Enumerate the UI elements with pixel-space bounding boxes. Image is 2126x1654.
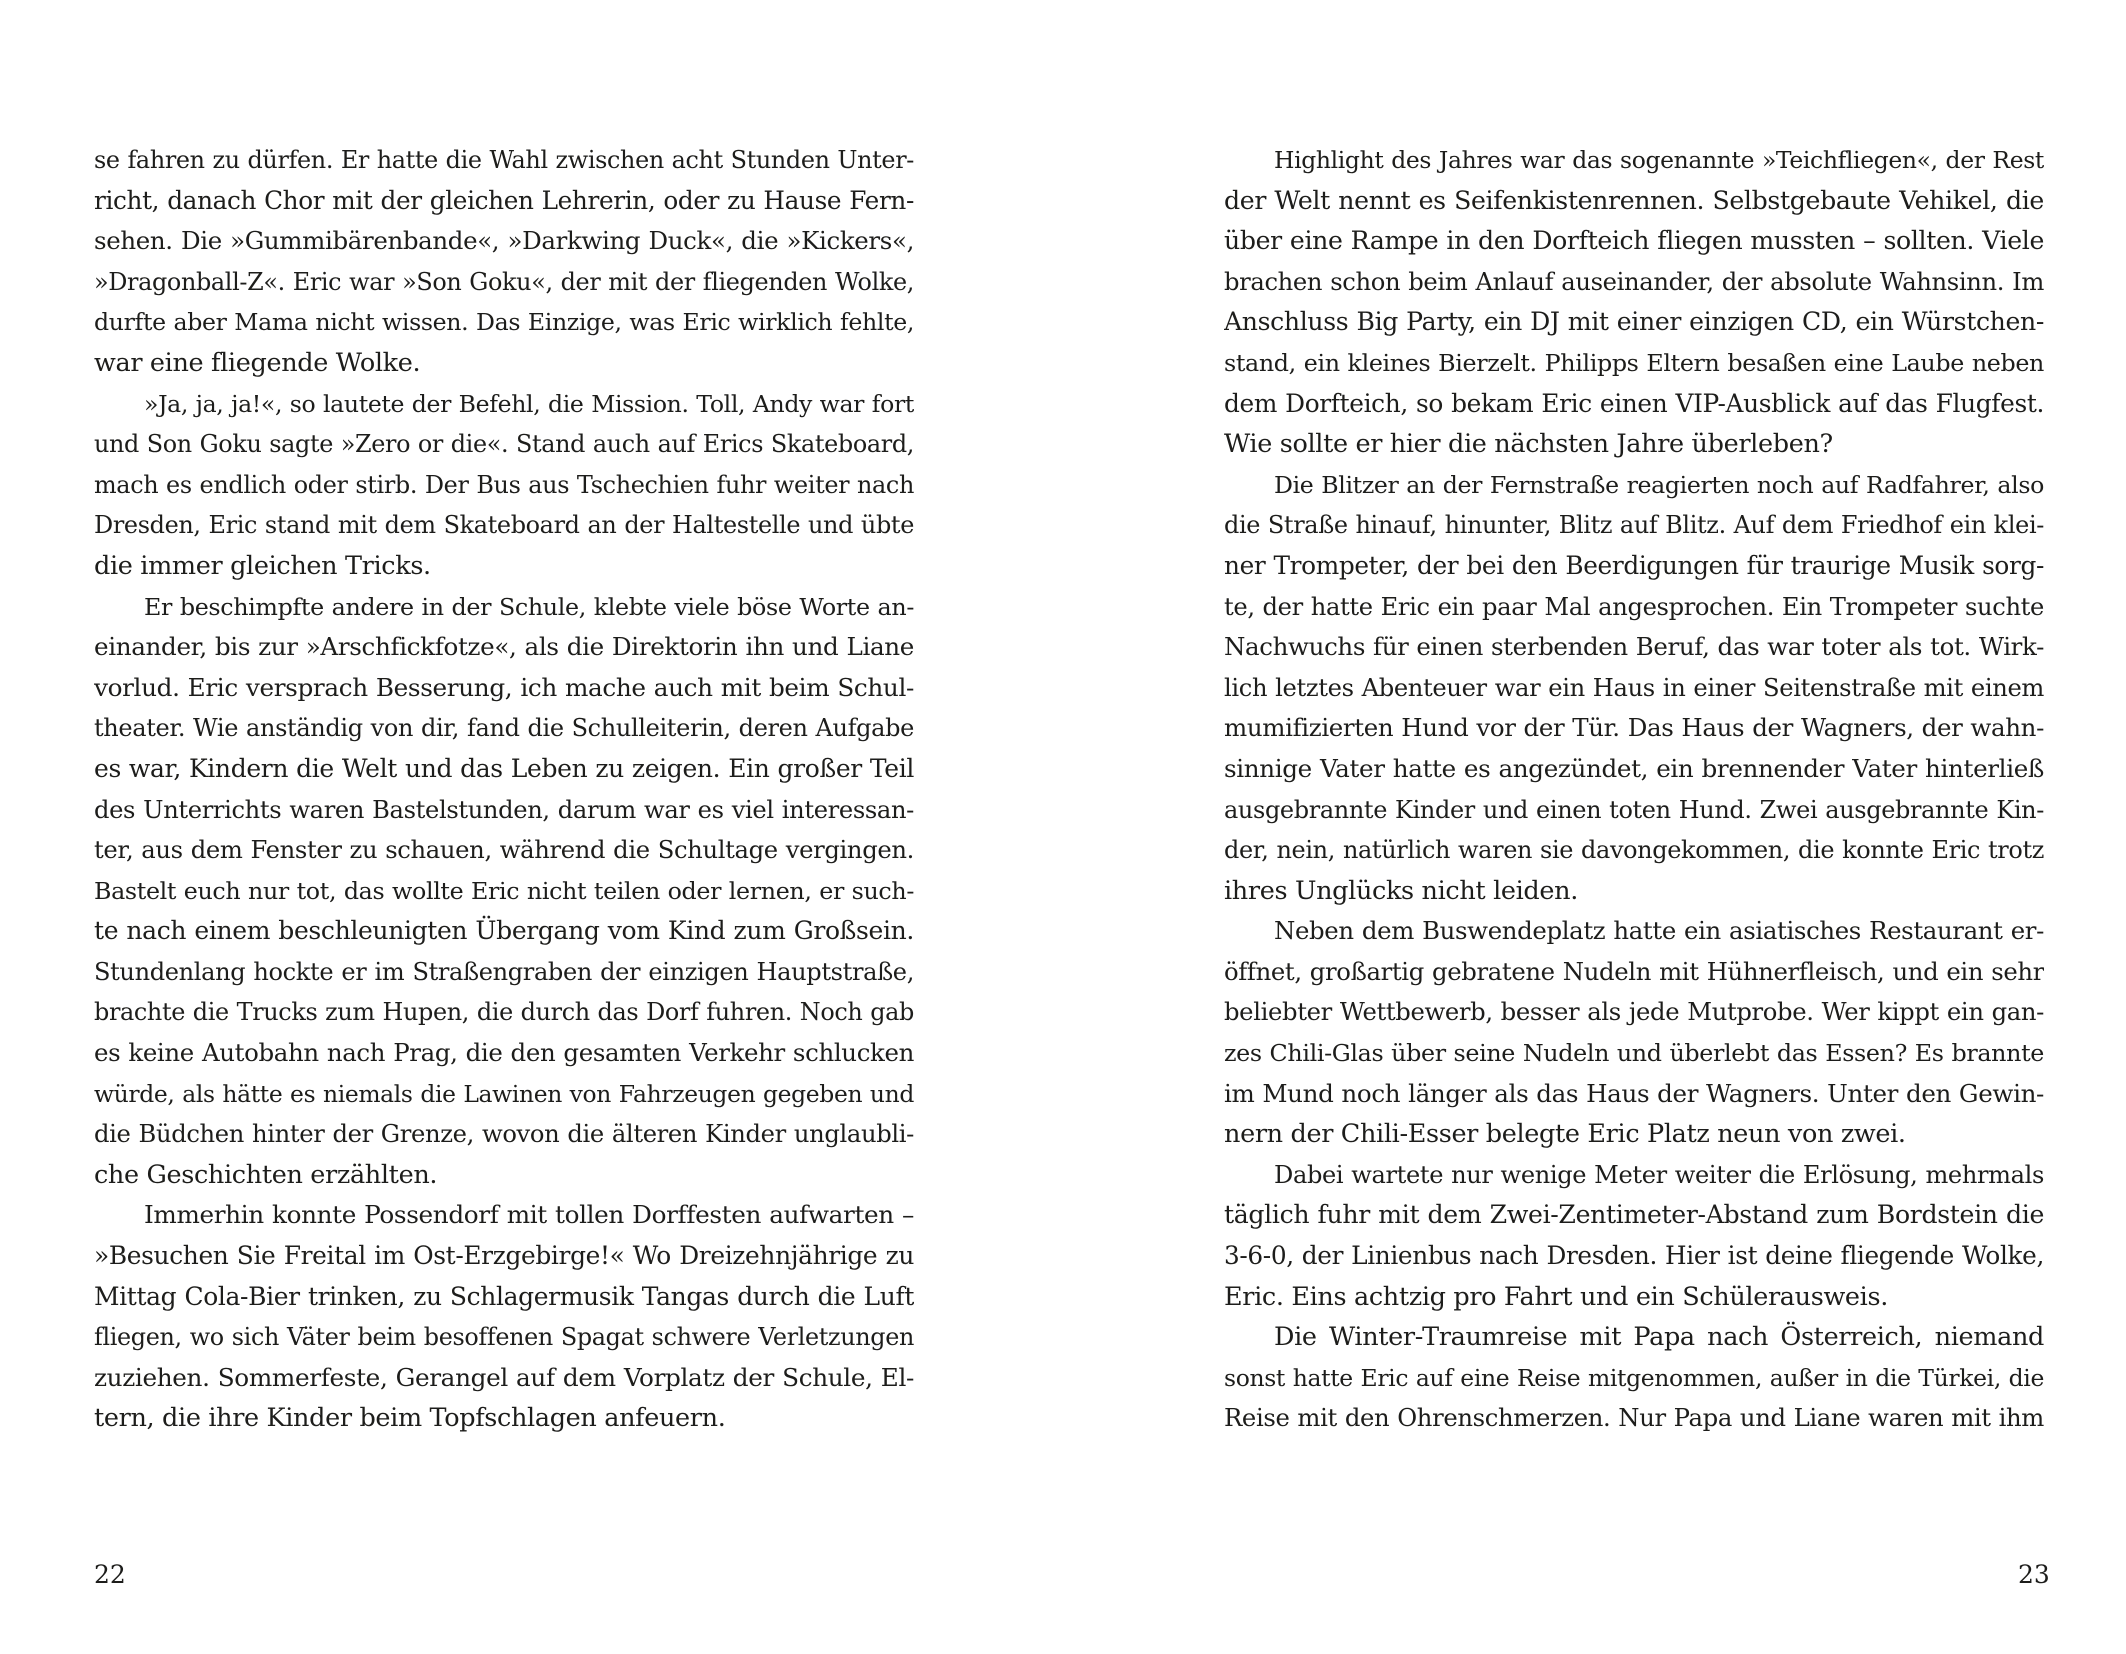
text-line: tern, die ihre Kinder beim Topfschlagen anfeuern. xyxy=(94,1403,726,1434)
text-line: Dresden, Eric stand mit dem Skateboard an der Haltestelle und übte xyxy=(94,511,914,540)
paragraph xyxy=(94,384,914,587)
text-line: se fahren zu dürfen. Er hatte die Wahl zwischen acht Stunden Unter- xyxy=(94,146,914,174)
text-line: zuziehen. Sommerfeste, Gerangel auf dem Vorplatz der Schule, El- xyxy=(94,1362,914,1392)
text-line: che Geschichten erzählten. xyxy=(94,1159,438,1190)
text-line: brachen schon beim Anlauf auseinander, der absolute Wahnsinn. Im xyxy=(1224,267,2044,296)
text-line: es war, Kindern die Welt und das Leben zu zeigen. Ein großer Teil xyxy=(94,753,914,783)
paragraph xyxy=(94,1195,914,1439)
text-line: der Welt nennt es Seifenkistenrennen. Selbstgebaute Vehikel, die xyxy=(1224,185,2044,215)
text-line: te nach einem beschleunigten Übergang vom Kind zum Großsein. xyxy=(94,916,914,946)
text-line: »Besuchen Sie Freital im Ost-Erzgebirge!« Wo Dreizehnjährige zu xyxy=(94,1241,914,1271)
text-line: Eric. Eins achtzig pro Fahrt und ein Schülerausweis. xyxy=(1224,1281,1888,1312)
text-line: richt, danach Chor mit der gleichen Lehrerin, oder zu Hause Fern- xyxy=(94,185,914,215)
paragraph xyxy=(1224,140,2044,465)
paragraph xyxy=(1224,465,2044,912)
text-line: die Büdchen hinter der Grenze, wovon die älteren Kinder unglaubli- xyxy=(94,1120,914,1149)
paragraph xyxy=(94,140,914,384)
paragraph xyxy=(94,587,914,1196)
text-line: zes Chili-Glas über seine Nudeln und überlebt das Essen? Es brannte xyxy=(1224,1039,2044,1068)
text-line: ter, aus dem Fenster zu schauen, während die Schultage vergingen. xyxy=(94,835,914,865)
text-line: würde, als hätte es niemals die Lawinen von Fahrzeugen gegeben und xyxy=(94,1079,914,1108)
right-page xyxy=(1063,0,2126,1654)
text-line: beliebter Wettbewerb, besser als jede Mutprobe. Wer kippt ein gan- xyxy=(1224,997,2044,1027)
right-page-text xyxy=(1224,140,2044,1439)
text-line: fliegen, wo sich Väter beim besoffenen Spagat schwere Verletzungen xyxy=(94,1323,914,1352)
text-line: einander, bis zur »Arschfickfotze«, als die Direktorin ihn und Liane xyxy=(94,632,914,662)
text-line: über eine Rampe in den Dorfteich fliegen mussten – sollten. Viele xyxy=(1224,226,2044,256)
text-line: ner Trompeter, der bei den Beerdigungen für traurige Musik sorg- xyxy=(1224,550,2044,580)
text-line: Stundenlang hockte er im Straßengraben der einzigen Hauptstraße, xyxy=(94,957,914,986)
text-line: Die Blitzer an der Fernstraße reagierten noch auf Radfahrer, also xyxy=(1274,470,2044,499)
text-line: dem Dorfteich, so bekam Eric einen VIP-Ausblick auf das Flugfest. xyxy=(1224,388,2044,418)
text-line: mach es endlich oder stirb. Der Bus aus Tschechien fuhr weiter nach xyxy=(94,470,914,499)
text-line: Neben dem Buswendeplatz hatte ein asiatisches Restaurant er- xyxy=(1274,916,2044,946)
text-line: sonst hatte Eric auf eine Reise mitgenommen, außer in die Türkei, die xyxy=(1224,1363,2044,1392)
text-line: Wie sollte er hier die nächsten Jahre überleben? xyxy=(1224,429,1833,460)
text-line: Bastelt euch nur tot, das wollte Eric nicht teilen oder lernen, er such- xyxy=(94,876,914,905)
text-line: des Unterrichts waren Bastelstunden, darum war es viel interessan- xyxy=(94,795,914,824)
text-line: öffnet, großartig gebratene Nudeln mit Hühnerfleisch, und ein sehr xyxy=(1224,956,2044,986)
text-line: nern der Chili-Esser belegte Eric Platz neun von zwei. xyxy=(1224,1119,1906,1150)
left-page-text xyxy=(94,140,914,1439)
text-line: Immerhin konnte Possendorf mit tollen Dorffesten aufwarten – xyxy=(144,1200,914,1230)
text-line: Highlight des Jahres war das sogenannte »Teichfliegen«, der Rest xyxy=(1274,146,2044,174)
paragraph xyxy=(1224,1155,2044,1317)
text-line: 3-6-0, der Linienbus nach Dresden. Hier ist deine fliegende Wolke, xyxy=(1224,1241,2044,1271)
text-line: Nachwuchs für einen sterbenden Beruf, das war toter als tot. Wirk- xyxy=(1224,632,2044,662)
text-line: theater. Wie anständig von dir, fand die Schulleiterin, deren Aufgabe xyxy=(94,714,914,743)
text-line: Die Winter-Traumreise mit Papa nach Österreich, niemand xyxy=(1274,1322,2044,1353)
text-line: im Mund noch länger als das Haus der Wagners. Unter den Gewin- xyxy=(1224,1078,2044,1108)
text-line: ihres Unglücks nicht leiden. xyxy=(1224,875,1578,906)
text-line: lich letztes Abenteuer war ein Haus in einer Seitenstraße mit einem xyxy=(1224,673,2044,702)
text-line: war eine fliegende Wolke. xyxy=(94,347,421,378)
text-line: ausgebrannte Kinder und einen toten Hund. Zwei ausgebrannte Kin- xyxy=(1224,795,2044,824)
text-line: sehen. Die »Gummibärenbande«, »Darkwing Duck«, die »Kickers«, xyxy=(94,226,914,256)
text-line: der, nein, natürlich waren sie davongekommen, die konnte Eric trotz xyxy=(1224,836,2044,865)
paragraph xyxy=(1224,1317,2044,1439)
text-line: »Ja, ja, ja!«, so lautete der Befehl, die Mission. Toll, Andy war fort xyxy=(144,389,914,418)
text-line: es keine Autobahn nach Prag, die den gesamten Verkehr schlucken xyxy=(94,1038,914,1068)
text-line: und Son Goku sagte »Zero or die«. Stand auch auf Erics Skateboard, xyxy=(94,430,914,459)
text-line: Er beschimpfte andere in der Schule, klebte viele böse Worte an- xyxy=(144,592,914,621)
text-line: durfte aber Mama nicht wissen. Das Einzige, was Eric wirklich fehlte, xyxy=(94,308,914,337)
page-number-left: 22 xyxy=(94,1560,126,1589)
text-line: Mittag Cola-Bier trinken, zu Schlagermusik Tangas durch die Luft xyxy=(94,1281,914,1311)
page-number-right: 23 xyxy=(2018,1560,2050,1589)
text-line: te, der hatte Eric ein paar Mal angesprochen. Ein Trompeter suchte xyxy=(1224,592,2044,621)
text-line: Reise mit den Ohrenschmerzen. Nur Papa und Liane waren mit ihm xyxy=(1224,1403,2044,1433)
text-line: »Dragonball-Z«. Eric war »Son Goku«, der mit der fliegenden Wolke, xyxy=(94,267,914,296)
text-line: täglich fuhr mit dem Zwei-Zentimeter-Abstand zum Bordstein die xyxy=(1224,1200,2044,1230)
text-line: sinnige Vater hatte es angezündet, ein brennender Vater hinterließ xyxy=(1224,753,2044,783)
text-line: die Straße hinauf, hinunter, Blitz auf Blitz. Auf dem Friedhof ein klei- xyxy=(1224,511,2044,540)
text-line: mumifizierten Hund vor der Tür. Das Haus der Wagners, der wahn- xyxy=(1224,713,2044,743)
text-line: stand, ein kleines Bierzelt. Philipps Eltern besaßen eine Laube neben xyxy=(1224,348,2044,377)
text-line: brachte die Trucks zum Hupen, die durch das Dorf fuhren. Noch gab xyxy=(94,998,914,1027)
text-line: Dabei wartete nur wenige Meter weiter die Erlösung, mehrmals xyxy=(1274,1160,2044,1189)
text-line: vorlud. Eric versprach Besserung, ich mache auch mit beim Schul- xyxy=(94,672,914,702)
text-line: die immer gleichen Tricks. xyxy=(94,550,431,581)
text-line: Anschluss Big Party, ein DJ mit einer einzigen CD, ein Würstchen- xyxy=(1224,307,2044,337)
paragraph xyxy=(1224,911,2044,1155)
